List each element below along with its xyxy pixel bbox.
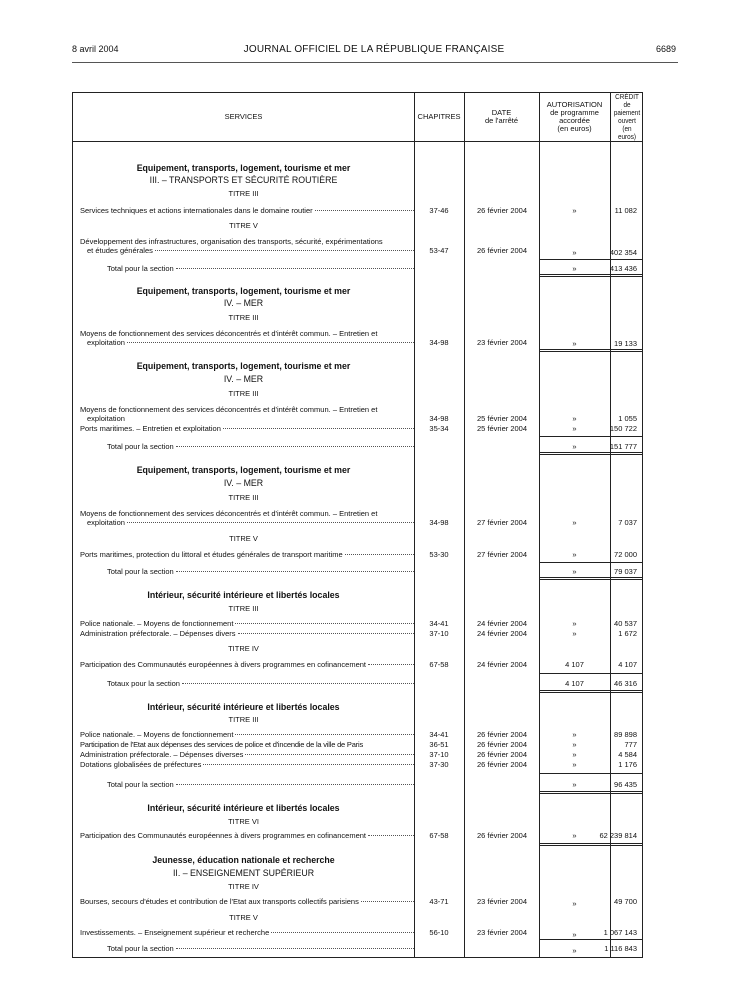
total-double-rule: [539, 452, 643, 455]
column-divider: [414, 93, 415, 957]
section-title: Equipement, transports, logement, tourisme et mer: [136, 465, 351, 475]
titre-heading: TITRE III: [228, 604, 259, 613]
arrete-date: 27 février 2004: [476, 550, 528, 559]
chapter-code: 36-51: [429, 740, 449, 749]
autorisation-value: »: [572, 750, 577, 759]
total-rule: [539, 562, 643, 563]
service-label: exploitation: [87, 414, 125, 423]
service-label: Participation des Communautés européennes à divers programmes en cofinancement: [80, 831, 414, 840]
section-subtitle: IV. – MER: [223, 478, 264, 488]
service-label: Police nationale. – Moyens de fonctionnement: [80, 619, 414, 628]
credit-value: 62 239 814: [599, 831, 637, 840]
chapter-code: 37-10: [429, 750, 449, 759]
arrete-date: 26 février 2004: [476, 730, 528, 739]
total-autorisation: 4 107: [565, 679, 584, 688]
col-header-date: DATE de l'arrêté: [484, 108, 519, 125]
credit-value: 19 133: [614, 339, 637, 348]
arrete-date: 26 février 2004: [476, 831, 528, 840]
autorisation-value: »: [572, 339, 577, 348]
titre-heading: TITRE III: [228, 389, 259, 398]
arrete-date: 26 février 2004: [476, 740, 528, 749]
chapter-code: 34-98: [429, 414, 449, 423]
arrete-date: 24 février 2004: [476, 619, 528, 628]
arrete-date: 23 février 2004: [476, 338, 528, 347]
arrete-date: 25 février 2004: [476, 424, 528, 433]
arrete-date: 26 février 2004: [476, 246, 528, 255]
service-label: Développement des infrastructures, organisation des transports, sécurité, expérimentations: [80, 237, 383, 246]
autorisation-value: »: [572, 629, 577, 638]
total-rule: [539, 259, 643, 260]
arrete-date: 26 février 2004: [476, 206, 528, 215]
autorisation-value: »: [572, 550, 577, 559]
total-credit: 79 037: [614, 567, 637, 576]
total-credit: 46 316: [614, 679, 637, 688]
chapter-code: 67-58: [429, 831, 449, 840]
autorisation-value: 4 107: [565, 660, 584, 669]
col-header-chapitres: CHAPITRES: [417, 112, 461, 121]
service-label: Police nationale. – Moyens de fonctionnement: [80, 730, 414, 739]
chapter-code: 34-41: [429, 619, 449, 628]
credits-table: [72, 92, 643, 958]
arrete-date: 24 février 2004: [476, 660, 528, 669]
chapter-code: 56-10: [429, 928, 449, 937]
autorisation-value: »: [572, 518, 577, 527]
autorisation-value: »: [572, 930, 577, 939]
chapter-code: 37-46: [429, 206, 449, 215]
chapter-code: 67-58: [429, 660, 449, 669]
service-label: Administration préfectorale. – Dépenses diverses: [80, 750, 414, 759]
credit-value: 402 354: [609, 248, 637, 257]
credit-value: 1 672: [618, 629, 637, 638]
service-label: exploitation: [87, 518, 414, 527]
section-subtitle: IV. – MER: [223, 374, 264, 384]
arrete-date: 26 février 2004: [476, 750, 528, 759]
credit-value: 49 700: [614, 897, 637, 906]
total-double-rule: [539, 843, 643, 846]
total-rule: [539, 673, 643, 674]
section-title: Jeunesse, éducation nationale et recherche: [152, 855, 335, 865]
titre-heading: TITRE IV: [228, 882, 259, 891]
credit-value: 11 082: [614, 206, 637, 215]
titre-heading: TITRE V: [229, 221, 258, 230]
service-label: Services techniques et actions internationales dans le domaine routier: [80, 206, 414, 215]
total-rule: [539, 773, 643, 774]
section-total-label: Total pour la section: [107, 780, 414, 789]
header-divider: [73, 141, 642, 142]
section-title: Intérieur, sécurité intérieure et libertés locales: [147, 803, 340, 813]
service-label: Moyens de fonctionnement des services déconcentrés et d'intérêt commun. – Entretien et: [80, 405, 378, 414]
arrete-date: 26 février 2004: [476, 760, 528, 769]
service-label: exploitation: [87, 338, 414, 347]
chapter-code: 53-47: [429, 246, 449, 255]
arrete-date: 23 février 2004: [476, 928, 528, 937]
section-total-label: Total pour la section: [107, 567, 414, 576]
total-rule: [539, 939, 643, 940]
service-label: Moyens de fonctionnement des services déconcentrés et d'intérêt commun. – Entretien et: [80, 509, 378, 518]
total-double-rule: [539, 274, 643, 277]
credit-value: 72 000: [614, 550, 637, 559]
titre-heading: TITRE IV: [228, 644, 259, 653]
autorisation-value: »: [572, 619, 577, 628]
chapter-code: 37-30: [429, 760, 449, 769]
titre-heading: TITRE III: [228, 715, 259, 724]
credit-value: 7 037: [618, 518, 637, 527]
arrete-date: 24 février 2004: [476, 629, 528, 638]
arrete-date: 23 février 2004: [476, 897, 528, 906]
titre-heading: TITRE III: [228, 189, 259, 198]
titre-heading: TITRE VI: [228, 817, 259, 826]
col-header-services: SERVICES: [224, 112, 263, 121]
service-label: Dotations globalisées de préfectures: [80, 760, 414, 769]
section-total-label: Totaux pour la section: [107, 679, 414, 688]
credit-value: 89 898: [614, 730, 637, 739]
section-title: Intérieur, sécurité intérieure et libertés locales: [147, 590, 340, 600]
arrete-date: 27 février 2004: [476, 518, 528, 527]
autorisation-value: »: [572, 424, 577, 433]
total-autorisation: »: [572, 567, 577, 576]
autorisation-value: »: [572, 206, 577, 215]
total-autorisation: »: [572, 780, 577, 789]
section-title: Equipement, transports, logement, tourisme et mer: [136, 163, 351, 173]
chapter-code: 35-34: [429, 424, 449, 433]
section-total-label: Total pour la section: [107, 442, 414, 451]
credit-value: 1 176: [618, 760, 637, 769]
service-label: Investissements. – Enseignement supérieur et recherche: [80, 928, 414, 937]
titre-heading: TITRE III: [228, 493, 259, 502]
total-autorisation: »: [572, 946, 577, 955]
col-header-credit: CRÉDIT de paiement ouvert (en euros): [613, 92, 641, 141]
service-label: Administration préfectorale. – Dépenses divers: [80, 629, 414, 638]
credit-value: 4 584: [618, 750, 637, 759]
credit-value: 777: [624, 740, 637, 749]
titre-heading: TITRE V: [229, 534, 258, 543]
header-rule: [72, 62, 678, 63]
credit-value: 40 537: [614, 619, 637, 628]
autorisation-value: »: [572, 740, 577, 749]
arrete-date: 25 février 2004: [476, 414, 528, 423]
total-autorisation: »: [572, 442, 577, 451]
credit-value: 1 067 143: [603, 928, 637, 937]
total-credit: 151 777: [609, 442, 637, 451]
total-double-rule: [539, 349, 643, 352]
autorisation-value: »: [572, 831, 577, 840]
journal-title: JOURNAL OFFICIEL DE LA RÉPUBLIQUE FRANÇAISE: [243, 44, 505, 55]
service-label: Participation des Communautés européennes à divers programmes en cofinancement: [80, 660, 414, 669]
autorisation-value: »: [572, 414, 577, 423]
section-total-label: Total pour la section: [107, 944, 414, 953]
autorisation-value: »: [572, 760, 577, 769]
total-autorisation: »: [572, 264, 577, 273]
credit-value: 1 055: [618, 414, 637, 423]
service-label: Moyens de fonctionnement des services déconcentrés et d'intérêt commun. – Entretien et: [80, 329, 378, 338]
titre-heading: TITRE V: [229, 913, 258, 922]
service-label: Ports maritimes, protection du littoral et études générales de transport maritime: [80, 550, 414, 559]
total-double-rule: [539, 690, 643, 693]
autorisation-value: »: [572, 899, 577, 908]
credit-value: 150 722: [609, 424, 637, 433]
col-header-autorisation: AUTORISATION de programme accordée (en euros): [546, 100, 603, 133]
autorisation-value: »: [572, 730, 577, 739]
total-credit: 96 435: [614, 780, 637, 789]
chapter-code: 37-10: [429, 629, 449, 638]
service-label: Bourses, secours d'études et contribution de l'Etat aux transports collectifs parisiens: [80, 897, 414, 906]
section-total-label: Total pour la section: [107, 264, 414, 273]
section-title: Equipement, transports, logement, tourisme et mer: [136, 286, 351, 296]
chapter-code: 43-71: [429, 897, 449, 906]
chapter-code: 34-98: [429, 338, 449, 347]
chapter-code: 53-30: [429, 550, 449, 559]
total-credit: 413 436: [609, 264, 637, 273]
service-label: Ports maritimes. – Entretien et exploitation: [80, 424, 414, 433]
total-rule: [539, 436, 643, 437]
service-label: Participation de l'Etat aux dépenses des services de police et d'incendie de la ville de Paris: [80, 740, 363, 749]
credit-value: 4 107: [618, 660, 637, 669]
page-date: 8 avril 2004: [72, 44, 119, 54]
page-number: 6689: [655, 44, 676, 54]
section-subtitle: IV. – MER: [223, 298, 264, 308]
total-credit: 1 116 843: [604, 944, 637, 953]
titre-heading: TITRE III: [228, 313, 259, 322]
chapter-code: 34-41: [429, 730, 449, 739]
section-title: Equipement, transports, logement, tourisme et mer: [136, 361, 351, 371]
section-subtitle: II. – ENSEIGNEMENT SUPÉRIEUR: [172, 868, 315, 878]
service-label: et études générales: [87, 246, 414, 255]
section-subtitle: III. – TRANSPORTS ET SÉCURITÉ ROUTIÈRE: [149, 175, 338, 185]
total-double-rule: [539, 577, 643, 580]
total-double-rule: [539, 791, 643, 794]
section-title: Intérieur, sécurité intérieure et libertés locales: [147, 702, 340, 712]
autorisation-value: »: [572, 248, 577, 257]
chapter-code: 34-98: [429, 518, 449, 527]
